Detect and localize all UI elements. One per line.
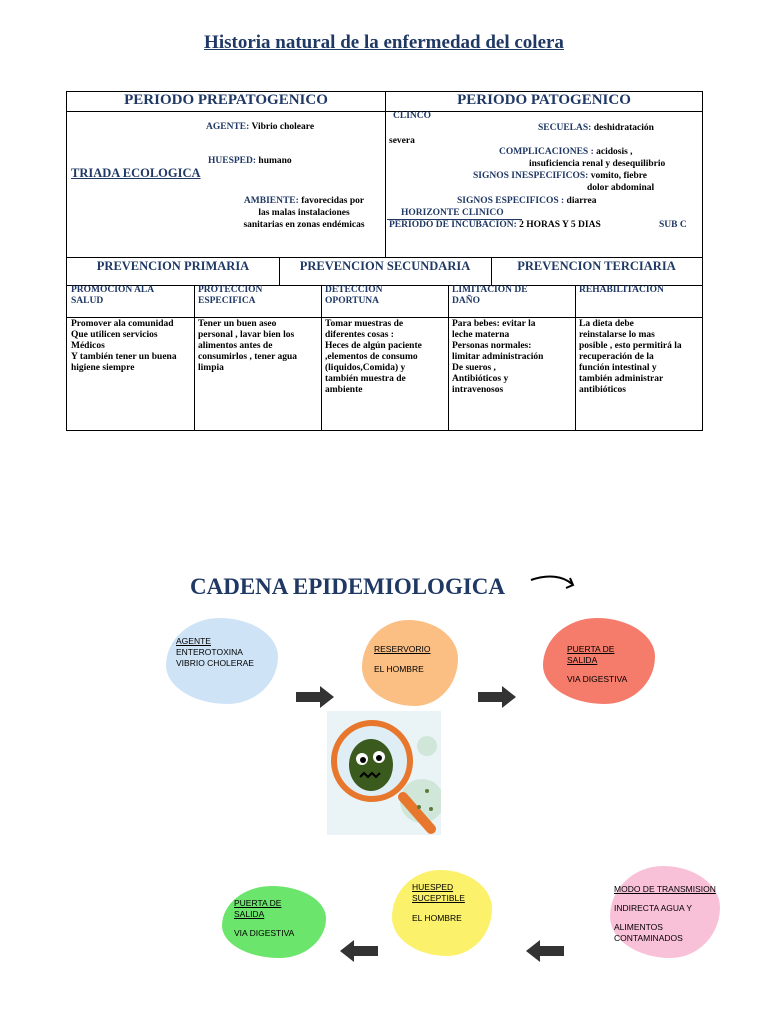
ambiente-line3: sanitarias en zonas endémicas (243, 220, 365, 230)
col-header-line: LIMITACION DE (452, 285, 528, 295)
col-header-line: PROTECCION (198, 285, 263, 295)
cell-line: La dieta debe (579, 319, 634, 329)
bacteria-magnifier-image (327, 711, 441, 835)
col-header-rehabilitacion (579, 285, 699, 296)
huesped-value: humano (256, 156, 292, 166)
severa-text: severa (389, 136, 415, 146)
cell-line: Y también tener un buena (71, 352, 177, 362)
complicaciones-row (499, 146, 633, 158)
agente-row (206, 121, 314, 133)
secuelas-value: deshidratación (591, 123, 654, 133)
huesped-title-1: HUESPED (412, 882, 454, 892)
puerta-bottom-line1: VIA DIGESTIVA (234, 928, 295, 938)
cell-line: De sueros , (452, 363, 496, 373)
right-arrow-icon (296, 686, 334, 708)
huesped-title-2: SUCEPTIBLE (412, 893, 465, 903)
huesped-row (208, 155, 292, 167)
col-header-promocion (71, 285, 191, 307)
agente-node (166, 618, 278, 704)
right-arrow-icon (478, 686, 516, 708)
complicaciones-line2: insuficiencia renal y desequilibrio (529, 159, 666, 169)
cell-line: también muestra de (325, 374, 406, 384)
complicaciones-label: COMPLICACIONES : (499, 147, 594, 157)
left-arrow-icon (526, 940, 564, 962)
cell-line: higiene siempre (71, 363, 135, 373)
huesped-line1: EL HOMBRE (412, 913, 462, 923)
especificos-value: diarrea (564, 196, 597, 206)
agente-label: AGENTE: (206, 122, 250, 132)
col-header-deteccion (325, 285, 445, 307)
col-body-limitacion (452, 319, 574, 396)
inespecificos-line2: dolor abdominal (587, 183, 655, 193)
especificos-row (457, 195, 596, 207)
agente-value: Vibrio choleare (249, 122, 315, 132)
secuelas-label: SECUELAS: (538, 123, 592, 133)
ambiente-line2: las malas instalaciones (258, 208, 350, 218)
left-arrow-icon (340, 940, 378, 962)
agente-node-line2: VIBRIO CHOLERAE (176, 658, 254, 668)
clinco-label: CLINCO (393, 111, 432, 121)
secuelas-row (538, 122, 654, 134)
cell-line: Personas normales: (452, 341, 532, 351)
curved-arrow-icon (528, 572, 578, 596)
modo-line2: ALIMENTOS (614, 922, 663, 932)
cell-line: ambiente (325, 385, 363, 395)
puerta-salida-top-node (543, 618, 655, 704)
cell-line: Heces de algún paciente (325, 341, 422, 351)
col-header-line: DAÑO (452, 296, 480, 306)
triada-ecologica: TRIADA ECOLOGICA (71, 166, 201, 180)
page-title: Historia natural de la enfermedad del colera (204, 32, 564, 53)
especificos-label: SIGNOS ESPECIFICOS : (457, 196, 565, 206)
cell-line: limitar administración (452, 352, 544, 362)
prepatogenico-header: PERIODO PREPATOGENICO (124, 92, 328, 108)
col-header-line: DETECCION (325, 285, 383, 295)
cell-line: reinstalarse lo mas (579, 330, 655, 340)
horizonte-label: HORIZONTE CLINICO (401, 208, 504, 218)
prevencion-table (66, 257, 703, 431)
cell-line: alimentos antes de (198, 341, 273, 351)
reservorio-node-line1: EL HOMBRE (374, 664, 424, 674)
cell-line: Antibióticos y (452, 374, 509, 384)
cell-line: intravenosos (452, 385, 504, 395)
cell-line: limpia (198, 363, 224, 373)
reservorio-node-title: RESERVORIO (374, 644, 431, 654)
complicaciones-value: acidosis , (593, 147, 633, 157)
cell-line: Promover ala comunidad (71, 319, 174, 329)
col-header-line: PROMOCION ALA (71, 285, 155, 295)
col-header-proteccion (198, 285, 318, 307)
col-body-proteccion (198, 319, 320, 374)
incubacion-row (389, 219, 601, 231)
cell-line: Tomar muestras de (325, 319, 404, 329)
col-header-limitacion (452, 285, 572, 307)
cell-line: ,elementos de consumo (325, 352, 418, 362)
puerta-salida-bottom-node (222, 886, 326, 958)
prevencion-terciaria: PREVENCION TERCIARIA (517, 259, 676, 273)
magnifier-icon (327, 711, 441, 835)
periodo-table (66, 91, 703, 258)
cell-line: personal , lavar bien los (198, 330, 295, 340)
puerta-top-title-2: SALIDA (567, 655, 598, 665)
ambiente-label: AMBIENTE: (243, 196, 299, 206)
col-header-line: OPORTUNA (325, 296, 380, 306)
cell-line: posible , esto permitirá la (579, 341, 682, 351)
prevencion-secundaria: PREVENCION SECUNDARIA (299, 259, 471, 273)
agente-node-title: AGENTE (176, 636, 211, 646)
ambiente-value: favorecidas por (298, 196, 365, 206)
ambiente-block (219, 195, 389, 231)
cell-line: también administrar (579, 374, 664, 384)
modo-line1: INDIRECTA AGUA Y (614, 903, 693, 913)
agente-node-line1: ENTEROTOXINA (176, 647, 243, 657)
puerta-bottom-title-2: SALIDA (234, 909, 265, 919)
incubacion-label: PERIODO DE INCUBACION: (389, 220, 517, 230)
cell-line: antibióticos (579, 385, 626, 395)
prevencion-primaria: PREVENCION PRIMARIA (96, 259, 250, 273)
reservorio-node (362, 620, 458, 706)
cell-line: (liquidos,Comida) y (325, 363, 406, 373)
modo-line3: CONTAMINADOS (614, 933, 683, 943)
col-body-promocion (71, 319, 193, 374)
cell-line: consumirlos , tener agua (198, 352, 298, 362)
modo-title: MODO DE TRANSMISION (614, 884, 716, 894)
incubacion-value: 2 HORAS Y 5 DIAS (516, 220, 601, 230)
cell-line: Tener un buen aseo (198, 319, 277, 329)
patogenico-header: PERIODO PATOGENICO (457, 92, 631, 108)
cell-line: diferentes cosas : (325, 330, 394, 340)
huesped-suceptible-node (392, 870, 492, 956)
inespecificos-row (473, 170, 647, 182)
puerta-bottom-title-1: PUERTA DE (234, 898, 282, 908)
col-body-rehabilitacion (579, 319, 701, 396)
puerta-top-line1: VIA DIGESTIVA (567, 674, 628, 684)
col-header-line: ESPECIFICA (198, 296, 256, 306)
cell-line: Que utilicen servicios (71, 330, 158, 340)
cell-line: leche materna (452, 330, 510, 340)
puerta-top-title-1: PUERTA DE (567, 644, 615, 654)
cell-line: recuperación de la (579, 352, 654, 362)
cell-line: Para bebes: evitar la (452, 319, 536, 329)
col-header-line: REHABILITACION (579, 285, 664, 295)
cell-line: función intestinal y (579, 363, 657, 373)
modo-transmision-node (610, 866, 720, 958)
col-body-deteccion (325, 319, 447, 396)
col-header-line: SALUD (71, 296, 104, 306)
cadena-title: CADENA EPIDEMIOLOGICA (190, 574, 506, 599)
subc-label: SUB C (659, 220, 687, 230)
cell-line: Médicos (71, 341, 105, 351)
huesped-label: HUESPED: (208, 156, 257, 166)
inespecificos-label: SIGNOS INESPECIFICOS: (473, 171, 589, 181)
inespecificos-value: vomito, fiebre (588, 171, 648, 181)
